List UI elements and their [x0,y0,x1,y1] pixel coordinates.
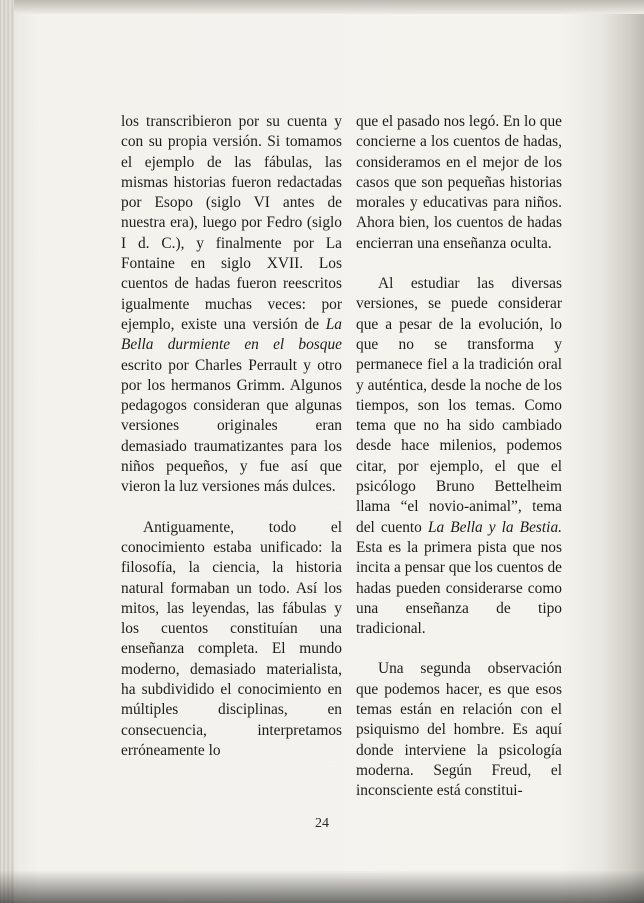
paragraph-text: Antiguamente, todo el conocimiento estaba unificado: la filosofía, la ciencia, la historia natural formaban un todo. Así los mitos, las leyendas, las fábulas y los cuentos constituían una enseñanza completa. El mundo moderno, demasiado materialista, ha subdividido el conocimiento en múltiples disciplinas, en consecuencia, interpretamos erróneamente lo [121,518,342,759]
italic-title: La Bella y la Bestia. [427,518,562,536]
paragraph-text: que el pasado nos legó. En lo que concierne a los cuentos de hadas, consideramos en el mejor de los casos que son pequeñas historias morales y educativas para niños. Ahora bien, los cuentos de hadas encierran una enseñanza oculta. [356,113,563,252]
paragraph [356,659,562,801]
paragraph-text: Al estudiar las diversas versiones, se puede considerar que a pesar de la evolución, lo que no se transforma y permanece fiel a la tradición oral y auténtica, desde la noche de los tiempos, son los temas. Como tema que no ha sido cambiado desde hace milenios, podemos citar, por ejemplo, el que el psicólogo Bruno Bettelheim llama “el novio-animal”, tema del cuento [356,275,562,536]
page-top-shadow [14,0,644,14]
left-text-column [121,112,342,761]
book-page-edges [0,0,14,903]
paragraph [356,112,562,254]
paragraph-text: Esta es la primera pista que nos incita a pensar que los cuentos de hadas pueden considerarse como una enseñanza de tipo tradicional. [356,538,562,638]
page-number: 24 [315,816,329,831]
paragraph-text: escrito por Charles Perrault y otro por los hermanos Grimm. Algunos pedagogos consideran que algunas versiones originales eran demasiado traumatizantes para los niños pequeños, y fue así que vieron la luz versiones más dulces. [121,356,342,496]
paragraph [121,518,342,762]
paragraph-text: Una segunda observación que podemos hacer, es que esos temas están en relación con el psiquismo del hombre. Es aquí donde interviene la psicología moderna. Según Freud, el inconsciente está constitui- [356,660,562,800]
paragraph-text: los transcribieron por su cuenta y con su propia versión. Si tomamos el ejemplo de las fábulas, las mismas historias fueron redactadas por Esopo (siglo VI antes de nuestra era), luego por Fedro (siglo I d. C.), y finalmente por La Fontaine en siglo XVII. Los cuentos de hadas fueron reescritos igualmente muchas veces: por ejemplo, existe una versión de [121,113,342,333]
italic-title: La Bella durmiente en el bosque [121,315,342,354]
paragraph [121,112,342,498]
paragraph [356,274,562,639]
bottom-shadow [0,870,644,903]
right-text-column [356,112,562,802]
